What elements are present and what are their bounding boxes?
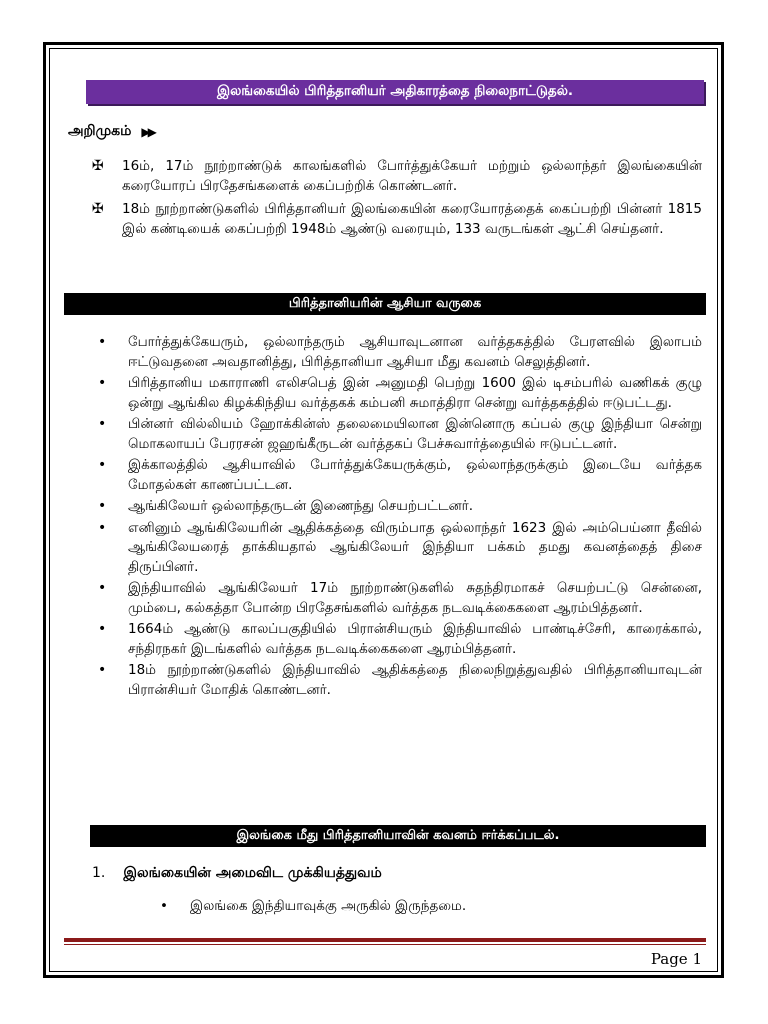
double-arrow-right-icon: ▶▶ <box>141 125 154 139</box>
section-heading-ceylon-attention <box>90 825 706 847</box>
list-item <box>98 620 702 659</box>
bullet-icon: • <box>98 621 107 637</box>
bullet-text: இக்காலத்தில் ஆசியாவில் போர்த்துக்கேயருக்கும், ஒல்லாந்தருக்கும் இடையே வர்த்தக மோதல்கள் காணப்பட்டன. <box>128 457 702 493</box>
list-item <box>98 333 702 372</box>
bullet-text: போர்த்துக்கேயரும், ஒல்லாந்தரும் ஆசியாவுடனான வர்த்தகத்தில் பேரளவில் இலாபம் ஈட்டுவதனை அவதானித்து, பிரித்தானியா ஆசியா மீது கவனம் செலுத்தினர். <box>128 334 702 370</box>
numbered-heading <box>92 865 382 883</box>
bullet-icon: • <box>98 334 107 350</box>
bullet-text: எனினும் ஆங்கிலேயரின் ஆதிக்கத்தை விரும்பாத ஒல்லாந்தர் 1623 இல் அம்பெய்னா தீவில் ஆங்கிலேயரைத் தாக்கியதால் ஆங்கிலேயர் இந்தியா பக்கம் தமது கவனத்தைத் திசை திருப்பினர். <box>128 519 702 575</box>
page-number: Page 1 <box>650 950 702 968</box>
footer-rule <box>64 938 706 942</box>
bullet-icon: • <box>98 662 107 678</box>
intro-item-text: 18ம் நூற்றாண்டுகளில் பிரித்தானியர் இலங்கையின் கரையோரத்தைக் கைப்பற்றி பின்னர் 1815 இல் கண்டியைக் கைப்பற்றி 1948ம் ஆண்டு வரையும், 133 வருடங்கள் ஆட்சி செய்தனர். <box>122 201 702 237</box>
bullet-text: இலங்கை இந்தியாவுக்கு அருகில் இருந்தமை. <box>189 898 467 914</box>
bullet-text: பின்னர் வில்லியம் ஹோக்கின்ஸ் தலைமையிலான இன்னொரு கப்பல் குழு இந்தியா சென்று மொகலாயப் பேரரசன் ஜஹங்கீருடன் வர்த்தகப் பேச்சுவார்த்தையில் ஈடுபட்டனர். <box>128 416 702 452</box>
bullet-icon: • <box>160 898 168 914</box>
list-item <box>98 579 702 618</box>
document-title-text: இலங்கையில் பிரித்தானியர் அதிகாரத்தை நிலைநாட்டுதல். <box>216 83 574 99</box>
bullet-icon: • <box>98 457 107 473</box>
list-item <box>98 519 702 578</box>
list-item <box>98 374 702 413</box>
bullet-icon: • <box>98 580 107 596</box>
list-item <box>98 497 702 517</box>
list-item <box>98 661 702 700</box>
document-title <box>86 80 704 104</box>
list-item <box>92 157 702 196</box>
asia-arrival-list <box>98 333 702 702</box>
maltese-cross-icon: ✠ <box>92 158 104 174</box>
bullet-text: 18ம் நூற்றாண்டுகளில் இந்தியாவில் ஆதிக்கத்தை நிலைநிறுத்துவதில் பிரித்தானியாவுடன் பிரான்சியர் மோதிக் கொண்டனர். <box>128 662 702 698</box>
bullet-text: பிரித்தானிய மகாராணி எலிசபெத் இன் அனுமதி பெற்று 1600 இல் டிசம்பரில் வணிகக் குழு ஒன்று ஆங்கில கிழக்கிந்திய வர்த்தகக் கம்பனி சுமாத்திரா சென்று வர்த்தகத்தில் ஈடுபட்டது. <box>128 375 702 411</box>
heading-number: 1. <box>92 865 106 881</box>
maltese-cross-icon: ✠ <box>92 201 104 217</box>
list-item <box>160 898 466 916</box>
intro-heading <box>68 123 154 141</box>
intro-list <box>92 157 702 243</box>
bullet-icon: • <box>98 519 107 536</box>
list-item <box>98 456 702 495</box>
bullet-icon: • <box>98 375 107 391</box>
section-heading-text: இலங்கை மீது பிரித்தானியாவின் கவனம் ஈர்க்கப்படல். <box>236 828 560 843</box>
list-item <box>98 415 702 454</box>
bullet-icon: • <box>98 498 107 514</box>
list-item <box>92 200 702 239</box>
bullet-text: ஆங்கிலேயர் ஒல்லாந்தருடன் இணைந்து செயற்பட்டனர். <box>128 498 474 514</box>
footer-rule-thin <box>64 944 706 945</box>
bullet-text: 1664ம் ஆண்டு காலப்பகுதியில் பிரான்சியரும் இந்தியாவில் பாண்டிச்சேரி, காரைக்கால், சந்திரநகர் இடங்களில் வர்த்தக நடவடிக்கைகளை ஆரம்பித்தனர். <box>128 621 702 657</box>
section-heading-text: பிரித்தானியரின் ஆசியா வருகை <box>288 296 482 311</box>
section-heading-asia-arrival <box>64 293 706 315</box>
bullet-text: இந்தியாவில் ஆங்கிலேயர் 17ம் நூற்றாண்டுகளில் சுதந்திரமாகச் செயற்பட்டு சென்னை, மும்பை, கல்கத்தா போன்ற பிரதேசங்களில் வர்த்தக நடவடிக்கைகளை ஆரம்பித்தனர். <box>128 580 702 616</box>
bullet-icon: • <box>98 416 107 432</box>
heading-text: இலங்கையின் அமைவிட முக்கியத்துவம் <box>123 865 382 881</box>
intro-heading-text: அறிமுகம் <box>68 123 132 139</box>
intro-item-text: 16ம், 17ம் நூற்றாண்டுக் காலங்களில் போர்த்துக்கேயர் மற்றும் ஒல்லாந்தர் இலங்கையின் கரையோரப் பிரதேசங்களைக் கைப்பற்றிக் கொண்டனர். <box>122 158 702 194</box>
